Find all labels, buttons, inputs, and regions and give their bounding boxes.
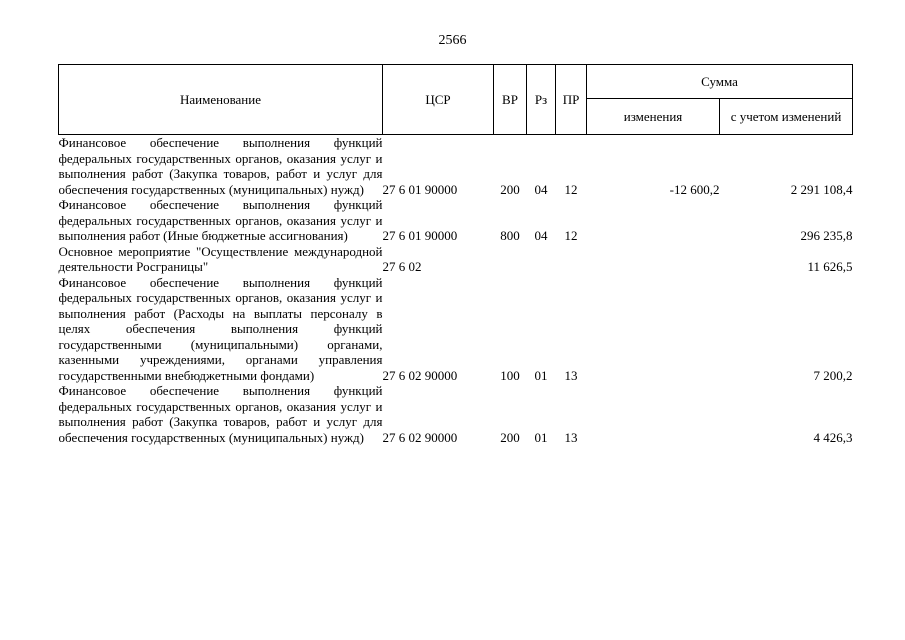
row-rz-text: 01 <box>534 429 548 445</box>
row-pr <box>556 197 587 244</box>
row-rz <box>527 197 556 244</box>
row-rz-text: 01 <box>534 367 548 383</box>
row-change <box>587 197 720 244</box>
table-row <box>59 244 853 275</box>
header-rz: Рз <box>527 65 556 135</box>
header-sum: Сумма <box>587 65 853 99</box>
row-name-text: Финансовое обеспечение выполнения функций федеральных государственных органов, оказания услуг и выполнения работ (Закупка товаров, работ и услуг для обеспечения государственных (муниципальных) нужд) <box>58 383 383 445</box>
header-change: изменения <box>587 99 720 135</box>
row-pr <box>556 383 587 445</box>
row-rz <box>527 275 556 384</box>
row-vr-text: 200 <box>500 429 520 445</box>
table-row <box>59 383 853 445</box>
row-rz <box>527 135 556 198</box>
row-csr-text: 27 6 02 <box>382 259 422 274</box>
table-row <box>59 135 853 198</box>
row-csr <box>383 275 494 384</box>
row-rz-text: 04 <box>534 228 548 243</box>
row-name-text: Финансовое обеспечение выполнения функций федеральных государственных органов, оказания услуг и выполнения работ (Закупка товаров, работ и услуг для обеспечения государственных (муниципальных) нужд) <box>58 135 383 197</box>
row-total-text: 11 626,5 <box>807 259 853 274</box>
row-total <box>720 383 853 445</box>
row-total <box>720 197 853 244</box>
row-total-text: 7 200,2 <box>813 367 853 383</box>
row-vr-text: 100 <box>500 367 520 383</box>
row-name <box>59 275 383 384</box>
header-pr: ПР <box>556 65 587 135</box>
row-name <box>59 244 383 275</box>
row-change <box>587 244 720 275</box>
row-vr <box>494 135 527 198</box>
page-number: 2566 <box>438 33 467 48</box>
row-pr <box>556 244 587 275</box>
row-csr <box>383 135 494 198</box>
row-total-text: 2 291 108,4 <box>790 181 853 197</box>
row-csr <box>383 383 494 445</box>
row-vr-text: 200 <box>500 181 520 197</box>
row-vr <box>494 244 527 275</box>
row-vr <box>494 383 527 445</box>
row-csr <box>383 197 494 244</box>
table-header <box>59 65 853 135</box>
row-pr-text: 12 <box>564 181 578 197</box>
header-name: Наименование <box>59 65 383 135</box>
row-change <box>587 135 720 198</box>
header-csr: ЦСР <box>383 65 494 135</box>
row-name <box>59 197 383 244</box>
row-rz <box>527 383 556 445</box>
row-change <box>587 383 720 445</box>
table-row <box>59 197 853 244</box>
row-change-text: -12 600,2 <box>669 181 720 197</box>
row-total <box>720 244 853 275</box>
row-vr <box>494 275 527 384</box>
header-total: с учетом изменений <box>720 99 853 135</box>
row-vr <box>494 197 527 244</box>
row-pr-text: 13 <box>564 367 578 383</box>
row-total <box>720 275 853 384</box>
row-pr-text: 13 <box>564 429 578 445</box>
row-name-text: Основное мероприятие "Осуществление международной деятельности Росграницы" <box>58 243 383 274</box>
table-body <box>59 135 853 446</box>
row-name-text: Финансовое обеспечение выполнения функций федеральных государственных органов, оказания услуг и выполнения работ (Расходы на выплаты персоналу в целях обеспечения выполнения функций государственными (муниципальными) органами, казенными учреждениями, органами управления государственными внебюджетными фондами) <box>58 274 383 383</box>
row-change <box>587 275 720 384</box>
budget-table <box>58 64 853 445</box>
row-csr-text: 27 6 02 90000 <box>382 429 458 445</box>
table-row <box>59 275 853 384</box>
header-vr: ВР <box>494 65 527 135</box>
row-csr <box>383 244 494 275</box>
row-csr-text: 27 6 01 90000 <box>382 228 458 243</box>
row-total-text: 4 426,3 <box>813 429 853 445</box>
row-total <box>720 135 853 198</box>
row-csr-text: 27 6 01 90000 <box>382 181 458 197</box>
row-pr <box>556 135 587 198</box>
row-name <box>59 135 383 198</box>
row-name-text: Финансовое обеспечение выполнения функций федеральных государственных органов, оказания услуг и выполнения работ (Иные бюджетные ассигнования) <box>58 197 383 243</box>
row-rz <box>527 244 556 275</box>
row-vr-text: 800 <box>500 228 520 243</box>
row-pr-text: 12 <box>564 228 578 243</box>
row-csr-text: 27 6 02 90000 <box>382 367 458 383</box>
row-rz-text: 04 <box>534 181 548 197</box>
row-pr <box>556 275 587 384</box>
row-name <box>59 383 383 445</box>
row-total-text: 296 235,8 <box>800 228 853 243</box>
